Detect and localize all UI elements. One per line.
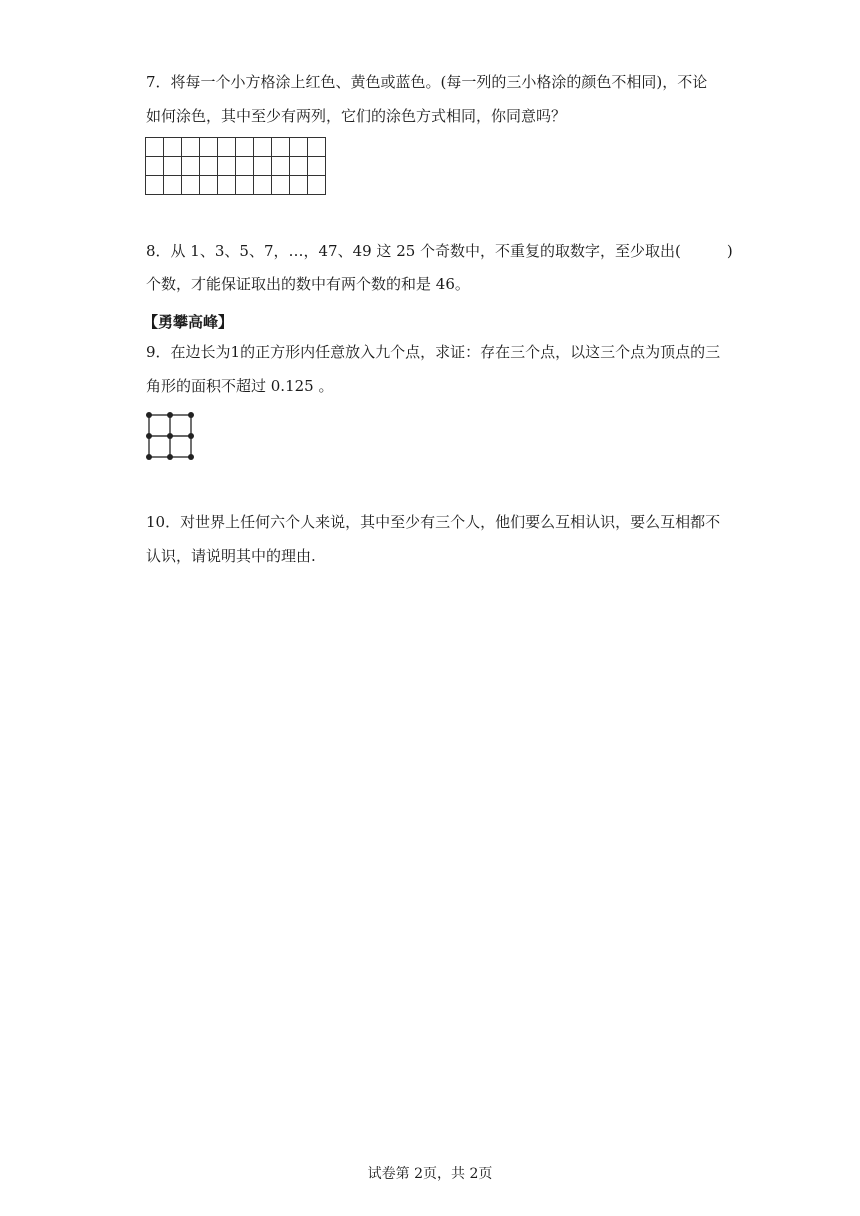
q10-line-2: 认识，请说明其中的理由. xyxy=(146,547,316,565)
q9-line-2: 角形的面积不超过 0.125 。 xyxy=(146,377,334,395)
q10-line-1: 10．对世界上任何六个人来说，其中至少有三个人，他们要么互相认识，要么互相都不 xyxy=(146,513,721,531)
dot-grid-figure xyxy=(144,410,196,462)
grid-row xyxy=(146,157,326,176)
q9-line-1: 9．在边长为1的正方形内任意放入九个点，求证：存在三个点，以这三个点为顶点的三 xyxy=(146,343,721,361)
q7-line-1: 7．将每一个小方格涂上红色、黄色或蓝色。(每一列的三小格涂的颜色不相同)，不论 xyxy=(146,73,708,91)
q7-line-2: 如何涂色，其中至少有两列，它们的涂色方式相同，你同意吗？ xyxy=(146,107,567,125)
q8-text-a: 8．从 1、3、5、7，…，47、49 这 25 个奇数中，不重复的取数字，至少取出( xyxy=(146,242,681,260)
q8-line-1 xyxy=(146,241,733,261)
q8-text-b: ) xyxy=(726,242,733,260)
grid-row xyxy=(146,176,326,195)
section-title: 【勇攀高峰】 xyxy=(143,313,234,331)
q8-line-2: 个数，才能保证取出的数中有两个数的和是 46。 xyxy=(146,275,470,293)
grid-row xyxy=(146,138,326,157)
color-grid-figure xyxy=(145,137,326,195)
page-footer: 试卷第 2页，共 2页 xyxy=(367,1166,493,1182)
